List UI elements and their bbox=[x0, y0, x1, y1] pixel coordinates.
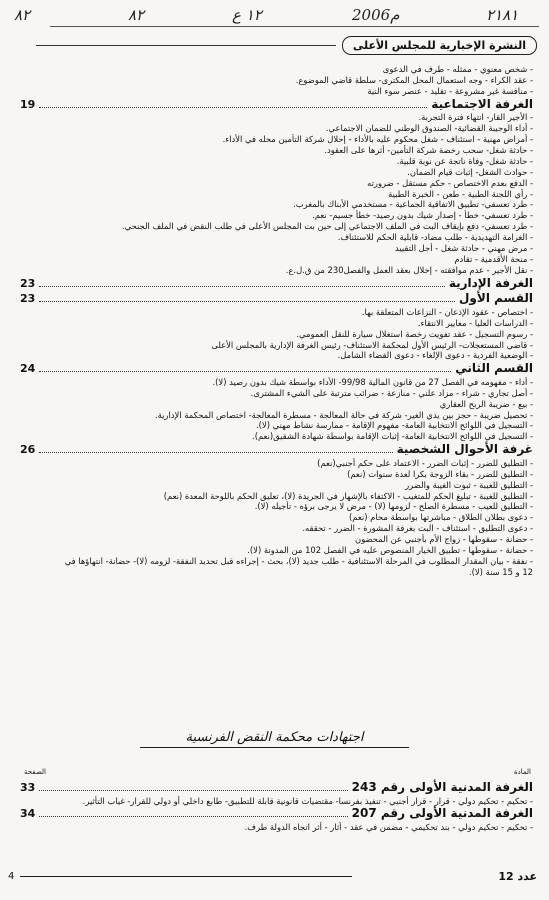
toc-entry: - حضانة - سقوطها - تطبيق الخيار المنصوص عليه في الفصل 102 من المدونة (لا). bbox=[247, 545, 533, 556]
toc-page-number: 23 bbox=[20, 292, 36, 306]
toc-page-number: 24 bbox=[20, 362, 36, 376]
toc-entry: - رأي اللجنة الطبية - طعن - الخبرة الطبية bbox=[388, 188, 533, 199]
toc-section bbox=[20, 780, 533, 796]
toc-leader-dots bbox=[39, 276, 445, 287]
top-rule bbox=[50, 26, 539, 27]
page-number: 4 bbox=[8, 871, 15, 882]
toc-entry: - الدراسات العليا - معايير الانتقاء. bbox=[417, 317, 533, 328]
toc-entry: 12 و 15 سنة (لا). bbox=[468, 566, 533, 577]
toc-page-number: 34 bbox=[20, 807, 36, 821]
toc-section bbox=[20, 442, 533, 458]
footer-rule bbox=[20, 876, 352, 877]
toc-entry: - أداء الوجيبة القضائية- الصندوق الوطني للضمان الاجتماعي. bbox=[325, 123, 533, 134]
toc-leader-dots bbox=[39, 291, 455, 302]
toc-section-title: الغرفة الاجتماعية bbox=[431, 96, 533, 111]
toc-page-number: 19 bbox=[20, 97, 36, 111]
toc-entry: - شخص معنوي - ممثله - طرف في الدعوى bbox=[382, 64, 533, 74]
handwritten-note-5: ٢١٨١ bbox=[486, 6, 519, 24]
toc-entry: - التطليق للضرر - إثبات الضرر - الاعتماد على حكم أجنبي(نعم) bbox=[317, 457, 533, 468]
toc-entry: - حادثة شغل- وفاة ناتجة عن نوبة قلبية. bbox=[396, 155, 533, 166]
toc-entry: - منحة الأقدمية - تقادم bbox=[454, 254, 533, 264]
toc-entry: - طرد تعسفي- دفع بإيقاف البت في الملف الاجتماعي إلى حين بت المجلس الأعلى في طلب النقض في الملف الجنحي. bbox=[121, 221, 533, 232]
toc-entry: - اختصاص - عقود الإذعان - النزاعات المتعلقة بها. bbox=[361, 306, 533, 317]
toc-leader-dots bbox=[39, 361, 451, 372]
toc-entry: - رسوم التسجيل - عقد تفويت رخصة استغلال سيارة للنقل العمومي. bbox=[296, 328, 533, 339]
toc-section bbox=[20, 276, 533, 292]
handwritten-note-1: ٨٢ bbox=[14, 6, 31, 24]
toc-entry: - تحكيم - تحكيم دولي - قرار - قرار أجنبي - تنفيذ بفرنسا- مقتضيات قانونية قابلة للتطبيق- طابع داخلي أو دولي للقرار- غياب التأثير. bbox=[82, 795, 533, 806]
toc-section-title: القسم الثاني bbox=[455, 361, 533, 376]
page-footer bbox=[8, 870, 537, 883]
toc-entry: - أصل تجاري - شراء - مزاد علني - منازعة - ضرائب مترتبة على الشيء المشترى. bbox=[250, 387, 533, 398]
toc-entry: - الوضعية الفردية - دعوى الإلغاء - دعوى القضاء الشامل. bbox=[337, 350, 533, 361]
toc-leader-dots bbox=[39, 780, 347, 791]
toc-entry: - التسجيل في اللوائح الانتخابية العامة- إثبات الإقامة بواسطة شهادة الشقيق(نعم). bbox=[252, 431, 533, 442]
handwritten-note-3: ١٢ ع bbox=[232, 6, 262, 24]
toc-entry: - طرد تعسفي- تطبيق الاتفاقية الجماعية - مستخدمي الأبناك بالمغرب. bbox=[293, 199, 533, 210]
toc-entry: - التطليق للعيب - مسطرة الصلح - لزومها (لا) - مرض لا يرجى برؤه - تأجيله (لا). bbox=[254, 501, 533, 512]
toc-section bbox=[20, 97, 533, 113]
toc-section-title: الغرفة الإدارية bbox=[448, 275, 533, 290]
toc-section bbox=[20, 806, 533, 822]
toc-entry: - أمراض مهنية - استئناف - شغل محكوم عليه بالأداء - إحلال شركة التأمين محله في الأداء. bbox=[222, 134, 533, 145]
column-header-page: الصفحة bbox=[24, 768, 46, 776]
toc-entry: - أداء - مفهومه في الفصل 27 من قانون المالية 99/98- الأداء بواسطة شيك بدون رصيد (لا). bbox=[212, 376, 533, 387]
toc-entry: - بيع - ضريبة الربح العقاري bbox=[439, 398, 533, 409]
toc-section-title: الغرفة المدنية الأولى رقم 243 bbox=[351, 780, 533, 794]
french-table-of-contents bbox=[20, 780, 533, 833]
toc-entry: - طرد تعسفي- خطأ - إصدار شيك بدون رصيد- خطأ جسيم- نعم. bbox=[312, 210, 533, 221]
toc-entry: - الغرامة التهديدية - طلب مضاد- قابلية الحكم للاستئناف. bbox=[337, 232, 533, 243]
toc-page-number: 23 bbox=[20, 276, 36, 290]
toc-entry: - تحكيم - تحكيم دولي - بند تحكيمي - مضمن في عقد - أثار - أثر اتجاه الدولة طرف. bbox=[244, 821, 533, 832]
toc-entry: - حادثة شغل- سحب رخصة شركة التأمين- أثرها على العقود. bbox=[324, 144, 533, 155]
toc-page-number: 26 bbox=[20, 443, 36, 457]
publication-title: النشرة الإخبارية للمجلس الأعلى bbox=[342, 36, 537, 55]
toc-entry: - حضانة - سقوطها - زواج الأم بأجنبي عن المحضون bbox=[355, 534, 533, 545]
toc-leader-dots bbox=[39, 442, 392, 453]
table-of-contents bbox=[20, 64, 533, 578]
toc-entry: - التطليق للغيبة - ثبوت الغيبة والضرر bbox=[405, 479, 533, 490]
toc-entry: - عقد الكراء - وجه استعمال المحل المكترى- سلطة قاضي الموضوع. bbox=[295, 74, 533, 85]
toc-leader-dots bbox=[39, 806, 347, 817]
page-header bbox=[36, 34, 537, 56]
toc-entry: - تحصيل ضريبة - حجز بين يدي الغير- شركة في حالة المعالجة - مسطرة المعالجة- اختصاص المحكمة الإدارية. bbox=[154, 409, 533, 420]
toc-entry: - نقل الأجير - عدم موافقته - إخلال بعقد العمل والفصل230 من ق.ل.ع. bbox=[285, 264, 533, 275]
toc-page-number: 33 bbox=[20, 781, 36, 794]
header-rule bbox=[36, 45, 336, 46]
toc-section-title: الغرفة المدنية الأولى رقم 207 bbox=[351, 806, 533, 821]
toc-section-title: القسم الأول bbox=[459, 291, 533, 306]
toc-entry: - حوادث الشغل- إثبات قيام الضمان. bbox=[407, 166, 533, 177]
toc-entry: - الأجير القار- انتهاء فترة التجربة. bbox=[418, 112, 533, 123]
toc-section bbox=[20, 361, 533, 377]
column-header-subject: المادة bbox=[513, 768, 531, 776]
handwritten-note-2: ٨٢ bbox=[128, 6, 145, 24]
column-headers bbox=[24, 768, 531, 776]
toc-entry: - التطليق للغيبة - تبليغ الحكم للمتغيب - الاكتفاء بالإشهار في الجريدة (لا)، تعليق الحكم باللوحة المعدة (نعم) bbox=[163, 490, 533, 501]
toc-entry: - التسجيل في اللوائح الانتخابية العامة- مفهوم الإقامة - ممارسة نشاط مهني (لا). bbox=[256, 420, 533, 431]
toc-entry: - دعوى بطلان الطلاق - مباشرتها بواسطة محام (نعم) bbox=[349, 512, 533, 523]
toc-entry: - منافسة غير مشروعة - تقليد - عنصر سوء النية bbox=[367, 85, 533, 96]
toc-entry: - قاضي المستعجلات- الرئيس الأول لمحكمة الاستئناف- رئيس الغرفة الإدارية بالمجلس الأعلى bbox=[211, 339, 533, 350]
toc-entry: - نفقة - بيان المقدار المطلوب في المرحلة الاستئنافية - طلب جديد (لا)، بحث - إجراءه قبل تحديد النفقة- لزومه (لا)- حضانة- انتهاؤها في bbox=[64, 555, 533, 566]
handwritten-note-4: 2006م bbox=[352, 6, 400, 24]
toc-leader-dots bbox=[39, 97, 427, 108]
toc-section bbox=[20, 291, 533, 307]
french-court-heading: اجتهادات محكمة النقض الفرنسية bbox=[140, 730, 409, 748]
toc-entry: - الدفع بعدم الاختصاص - حكم مستقل - ضرورته bbox=[367, 177, 533, 188]
issue-number: عدد 12 bbox=[498, 870, 537, 883]
toc-entry: - مرض مهني - حادثة شغل - أجل التقييد bbox=[394, 243, 533, 254]
toc-entry: - التطليق للضرر - بقاء الزوجة بكرا لعدة سنوات (نعم) bbox=[347, 468, 533, 479]
toc-section-title: غرفة الأحوال الشخصية bbox=[396, 442, 533, 457]
toc-entry: - دعوى التطليق - استئناف - البت بغرفة المشورة - الضرر - تحققه. bbox=[302, 523, 533, 534]
